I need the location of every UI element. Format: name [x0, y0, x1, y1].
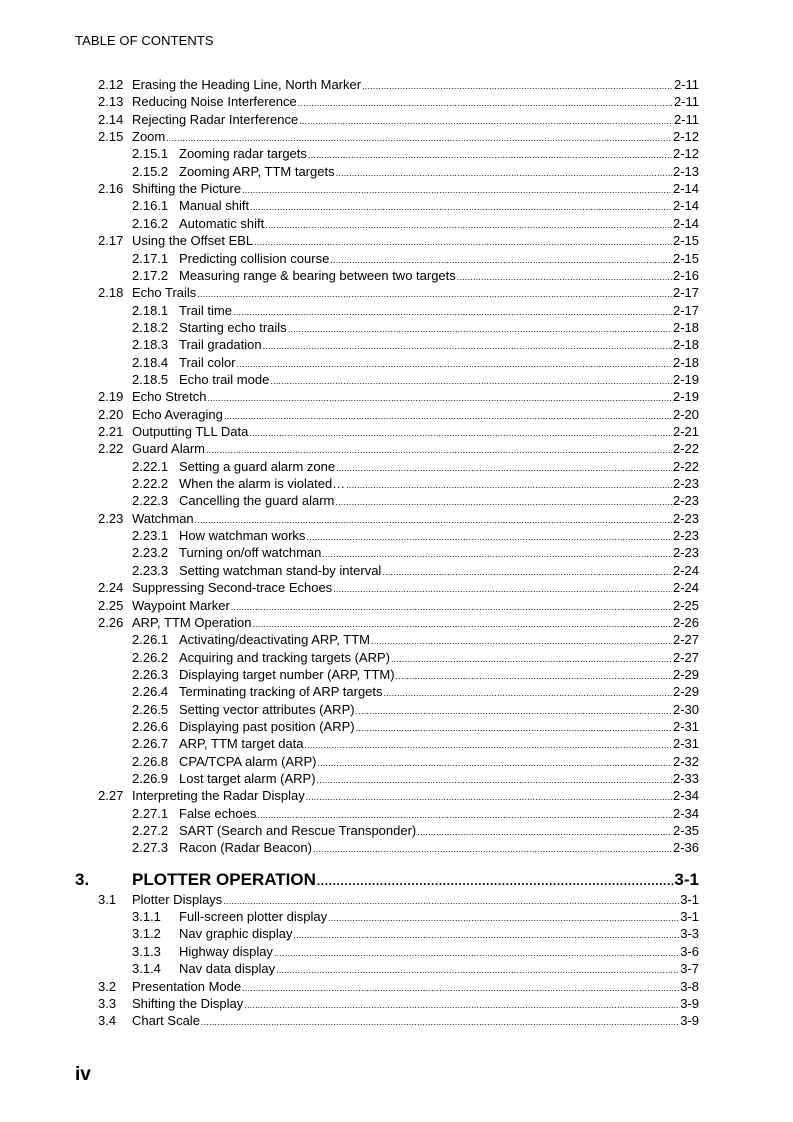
toc-entry-page: 2-29	[672, 684, 699, 700]
toc-entry[interactable]	[132, 475, 699, 492]
toc-entry-number: 2.19	[98, 389, 124, 405]
toc-entry[interactable]	[132, 805, 699, 822]
toc-entry-page: 3-8	[680, 978, 699, 994]
toc-entry-number: 3.4	[98, 1013, 117, 1029]
toc-entry-number: 2.22.3	[132, 493, 169, 509]
toc-entry[interactable]	[98, 232, 699, 249]
toc-entry-number: 2.26	[98, 614, 124, 630]
toc-entry-number: 2.16.1	[132, 198, 169, 214]
toc-entry-number: 2.26.3	[132, 666, 169, 682]
toc-entry-number: 2.24	[98, 580, 124, 596]
toc-entry-title: Setting a guard alarm zone	[179, 458, 336, 474]
toc-entry[interactable]	[132, 718, 699, 735]
toc-entry-title: SART (Search and Rescue Transponder)	[179, 823, 417, 839]
toc-entry[interactable]	[98, 614, 699, 631]
toc-entry-page: 2-31	[672, 736, 699, 752]
toc-entry-page: 2-34	[672, 805, 699, 821]
toc-entry-number: 2.18.5	[132, 371, 169, 387]
toc-entry-number: 2.27.1	[132, 805, 169, 821]
toc-entry-page: 2-17	[672, 285, 699, 301]
toc-entry-title: PLOTTER OPERATION	[132, 869, 316, 889]
toc-entry-page: 2-18	[672, 354, 699, 370]
toc-entry-number: 2.22.2	[132, 476, 169, 492]
toc-entry[interactable]	[132, 562, 699, 579]
toc-entry-page: 2-23	[672, 493, 699, 509]
toc-entry[interactable]	[98, 978, 699, 995]
toc-entry[interactable]	[98, 284, 699, 301]
toc-entry[interactable]	[98, 128, 699, 145]
toc-entry-page: 3-1	[674, 869, 699, 889]
toc-entry[interactable]	[132, 215, 699, 232]
toc-entry-page: 2-36	[672, 840, 699, 856]
toc-entry[interactable]	[132, 354, 699, 371]
toc-entry-page: 3-6	[680, 943, 699, 959]
toc-entry[interactable]	[98, 180, 699, 197]
toc-entry-title: Turning on/off watchman	[179, 545, 322, 561]
toc-entry[interactable]	[132, 666, 699, 683]
toc-entry-title: Outputting TLL Data	[132, 424, 249, 439]
toc-entry-number: 2.15.2	[132, 163, 169, 179]
toc-entry-page: 2-34	[672, 788, 699, 804]
toc-entry-title: Trail color	[179, 354, 236, 370]
toc-entry[interactable]	[98, 93, 699, 110]
toc-entry[interactable]	[98, 995, 699, 1012]
toc-entry-title: Manual shift	[179, 198, 250, 214]
toc-entry[interactable]	[98, 597, 699, 614]
toc-entry-number: 2.13	[98, 94, 124, 110]
toc-entry[interactable]	[132, 649, 699, 666]
toc-entry-page: 2-23	[672, 528, 699, 544]
toc-entry[interactable]	[132, 527, 699, 544]
toc-entry[interactable]	[132, 163, 699, 180]
toc-entry-number: 2.27.3	[132, 840, 169, 856]
toc-entry-page: 2-30	[672, 701, 699, 717]
toc-entry-number: 2.15	[98, 129, 124, 145]
toc-entry-number: 3.3	[98, 995, 117, 1011]
toc-entry-title: Zoom	[132, 129, 166, 145]
toc-entry-page: 2-23	[672, 545, 699, 561]
toc-entry-title: Activating/deactivating ARP, TTM	[179, 632, 371, 648]
toc-entry-title: Echo trail mode	[179, 371, 270, 387]
toc-entry-number: 2.22	[98, 441, 124, 457]
toc-entry-page: 2-22	[672, 458, 699, 474]
toc-entry-title: False echoes	[179, 805, 257, 821]
toc-entry-number: 3.2	[98, 978, 117, 994]
toc-entry-number: 3.1.1	[132, 909, 161, 925]
toc-entry-number: 2.23.3	[132, 562, 169, 578]
toc-entry-title: Full-screen plotter display	[179, 909, 328, 925]
toc-entry-title: Displaying target number (ARP, TTM)	[179, 666, 395, 682]
toc-entry-page: 2-32	[672, 753, 699, 769]
toc-entry-number: 2.26.8	[132, 753, 169, 769]
toc-entry-title: Echo Trails	[132, 285, 197, 301]
toc-entry-page: 2-14	[672, 198, 699, 214]
toc-entry-title: Using the Offset EBL	[132, 233, 254, 249]
toc-entry-title: Terminating tracking of ARP targets	[179, 684, 383, 700]
toc-entry-page: 3-7	[680, 961, 699, 977]
toc-entry-page: 2-23	[672, 510, 699, 526]
toc-entry[interactable]	[132, 839, 699, 856]
toc-entry-number: 2.14	[98, 111, 124, 127]
toc-entry-number: 2.25	[98, 597, 124, 613]
toc-entry-number: 2.26.7	[132, 736, 169, 752]
toc-entry-number: 2.17.1	[132, 250, 169, 266]
toc-entry-number: 2.18.3	[132, 337, 169, 353]
toc-entry[interactable]	[98, 388, 699, 405]
toc-entry-page: 2-11	[673, 94, 699, 110]
toc-entry[interactable]	[132, 145, 699, 162]
toc-entry-title: How watchman works	[179, 528, 306, 544]
toc-entry[interactable]	[132, 770, 699, 787]
toc-entry-page: 3-9	[680, 1013, 699, 1029]
toc-entry-title: Cancelling the guard alarm	[179, 493, 335, 509]
toc-entry[interactable]	[98, 891, 699, 908]
toc-entry[interactable]	[132, 631, 699, 648]
toc-entry[interactable]	[132, 683, 699, 700]
toc-entry[interactable]	[132, 822, 699, 839]
toc-entry-page: 2-19	[672, 371, 699, 387]
toc-entry-number: 2.26.9	[132, 771, 169, 786]
toc-entry-page: 2-18	[672, 319, 699, 335]
toc-entry-page: 2-13	[672, 163, 699, 179]
toc-entry-page: 3-3	[680, 926, 699, 942]
toc-entry-page: 2-26	[672, 614, 699, 630]
toc-entry-page: 2-11	[673, 77, 699, 92]
toc-entry-number: 2.26.5	[132, 701, 169, 717]
toc-entry-title: Interpreting the Radar Display	[132, 788, 305, 804]
toc-entry-page: 2-18	[672, 337, 699, 353]
toc-entry-title: Shifting the Display	[132, 995, 244, 1011]
toc-entry-title: Setting vector attributes (ARP)	[179, 701, 355, 717]
toc-entry-title: Trail gradation	[179, 337, 262, 353]
toc-entry-number: 3.1.3	[132, 943, 161, 959]
toc-entry-number: 2.18	[98, 285, 124, 301]
toc-entry-title: ARP, TTM target data	[179, 736, 304, 752]
toc-entry-title: Echo Stretch	[132, 389, 207, 405]
toc-entry[interactable]	[132, 544, 699, 561]
toc-entry-number: 3.1.2	[132, 926, 161, 942]
page-header: TABLE OF CONTENTS	[75, 33, 214, 48]
toc-entry[interactable]	[98, 406, 699, 423]
toc-entry-title: Displaying past position (ARP)	[179, 718, 355, 734]
toc-entry[interactable]	[132, 371, 699, 388]
toc-entry-page: 2-27	[672, 632, 699, 648]
toc-entry-title: Rejecting Radar Interference	[132, 111, 299, 127]
toc-chapter-entry[interactable]	[75, 869, 699, 891]
toc-entry[interactable]	[98, 579, 699, 596]
toc-entry[interactable]	[98, 787, 699, 804]
toc-entry-page: 2-19	[672, 389, 699, 405]
toc-entry-title: Reducing Noise Interference	[132, 94, 297, 110]
toc-entry[interactable]	[98, 423, 699, 440]
toc-entry-title: Guard Alarm	[132, 441, 205, 457]
toc-entry-page: 2-14	[672, 215, 699, 231]
toc-entry-page: 2-16	[672, 267, 699, 283]
toc-entry-page: 2-21	[672, 424, 699, 439]
toc-entry-title: Watchman	[132, 510, 194, 526]
toc-entry-number: 3.1.4	[132, 961, 161, 977]
toc-entry-page: 2-24	[672, 562, 699, 578]
toc-entry-number: 2.18.4	[132, 354, 169, 370]
toc-entry-title: Acquiring and tracking targets (ARP)	[179, 649, 390, 665]
toc-entry[interactable]	[132, 701, 699, 718]
toc-entry-number: 2.12	[98, 77, 124, 92]
toc-entry-number: 2.18.2	[132, 319, 169, 335]
toc-entry-title: Nav graphic display	[179, 926, 293, 942]
dot-leader	[317, 870, 674, 892]
toc-entry-number: 2.20	[98, 406, 124, 422]
toc-entry[interactable]	[132, 197, 699, 214]
toc-entry[interactable]	[98, 76, 699, 93]
toc-entry[interactable]	[132, 302, 699, 319]
toc-entry[interactable]	[98, 1012, 699, 1029]
toc-entry-page: 2-15	[672, 233, 699, 249]
toc-entry-title: When the alarm is violated…	[179, 476, 346, 492]
toc-entry-title: Setting watchman stand-by interval	[179, 562, 382, 578]
toc-entry-number: 2.23	[98, 510, 124, 526]
toc-entry[interactable]	[132, 250, 699, 267]
page-number: iv	[75, 1064, 91, 1085]
toc-entry[interactable]	[132, 960, 699, 977]
toc-entry-number: 3.1	[98, 891, 117, 907]
toc-entry[interactable]	[132, 943, 699, 960]
toc-entry-page: 2-17	[672, 302, 699, 318]
toc-entry-number: 2.22.1	[132, 458, 169, 474]
toc-entry-title: Trail time	[179, 302, 232, 318]
toc-entry[interactable]	[132, 908, 699, 925]
toc-entry-title: Shifting the Picture	[132, 181, 242, 197]
toc-entry[interactable]	[132, 735, 699, 752]
toc-entry-page: 3-1	[680, 891, 699, 907]
toc-entry-title: Measuring range & bearing between two targets	[179, 267, 456, 283]
toc-entry-page: 2-31	[672, 718, 699, 734]
toc-entry-page: 2-29	[672, 666, 699, 682]
toc-entry-number: 2.17.2	[132, 267, 169, 283]
toc-entry-page: 2-22	[672, 441, 699, 457]
toc-entry-title: Suppressing Second-trace Echoes	[132, 580, 333, 596]
toc-entry-title: Echo Averaging	[132, 406, 223, 422]
toc-entry-number: 2.27	[98, 788, 124, 804]
toc-entry-number: 2.26.6	[132, 718, 169, 734]
toc-entry-page: 2-33	[672, 771, 699, 786]
toc-entry-number: 2.23.1	[132, 528, 169, 544]
toc-entry-number: 2.26.4	[132, 684, 169, 700]
toc-entry[interactable]	[132, 336, 699, 353]
toc-entry-number: 2.27.2	[132, 823, 169, 839]
toc-entry[interactable]	[132, 753, 699, 770]
toc-entry-page: 2-35	[672, 823, 699, 839]
dot-leader	[201, 1014, 679, 1031]
toc-entry[interactable]	[98, 111, 699, 128]
toc-entry-page: 2-25	[672, 597, 699, 613]
toc-entry-title: Starting echo trails	[179, 319, 287, 335]
toc-entry-title: Predicting collision course	[179, 250, 330, 266]
toc-entry-title: Chart Scale	[132, 1013, 200, 1029]
toc-entry-page: 2-24	[672, 580, 699, 596]
toc-entry-title: Nav data display	[179, 961, 276, 977]
toc-entry-page: 2-27	[672, 649, 699, 665]
toc-entry[interactable]	[132, 458, 699, 475]
toc-entry-title: Waypoint Marker	[132, 597, 230, 613]
toc-entry-title: CPA/TCPA alarm (ARP)	[179, 753, 317, 769]
toc-entry-title: Zooming radar targets	[179, 146, 307, 162]
toc-entry-title: Plotter Displays	[132, 891, 223, 907]
toc-entry[interactable]	[132, 319, 699, 336]
toc-entry-title: Automatic shift	[179, 215, 265, 231]
toc-entry-title: Zooming ARP, TTM targets	[179, 163, 335, 179]
toc-entry-title: Racon (Radar Beacon)	[179, 840, 312, 856]
toc-entry-number: 2.15.1	[132, 146, 169, 162]
toc-entry-page: 3-9	[680, 995, 699, 1011]
toc-entry-number: 2.26.1	[132, 632, 169, 648]
toc-entry-title: Presentation Mode	[132, 978, 242, 994]
toc-entry-number: 2.16.2	[132, 215, 169, 231]
toc-entry[interactable]	[132, 492, 699, 509]
toc-entry-page: 3-1	[680, 909, 699, 925]
toc-entry-page: 2-23	[672, 476, 699, 492]
toc-entry-number: 2.17	[98, 233, 124, 249]
toc-entry-number: 2.21	[98, 424, 124, 439]
toc-entry-page: 2-11	[673, 111, 699, 127]
toc-entry[interactable]	[132, 925, 699, 942]
dot-leader	[313, 841, 672, 858]
toc-entry-title: Highway display	[179, 943, 273, 959]
toc-entry[interactable]	[98, 440, 699, 457]
toc-entry-page: 2-15	[672, 250, 699, 266]
toc-entry-number: 2.16	[98, 181, 124, 197]
toc-entry-title: Erasing the Heading Line, North Marker	[132, 77, 362, 92]
toc-entry-page: 2-20	[672, 406, 699, 422]
toc-entry-number: 2.23.2	[132, 545, 169, 561]
toc-entry-number: 3.	[75, 869, 90, 889]
toc-entry-page: 2-14	[672, 181, 699, 197]
toc-entry-page: 2-12	[672, 129, 699, 145]
toc-entry-number: 2.26.2	[132, 649, 169, 665]
toc-entry-number: 2.18.1	[132, 302, 169, 318]
toc-entry-title: Lost target alarm (ARP)	[179, 771, 316, 786]
toc-entry[interactable]	[98, 510, 699, 527]
toc-entry-title: ARP, TTM Operation	[132, 614, 252, 630]
toc-entry-page: 2-12	[672, 146, 699, 162]
toc-entry[interactable]	[132, 267, 699, 284]
